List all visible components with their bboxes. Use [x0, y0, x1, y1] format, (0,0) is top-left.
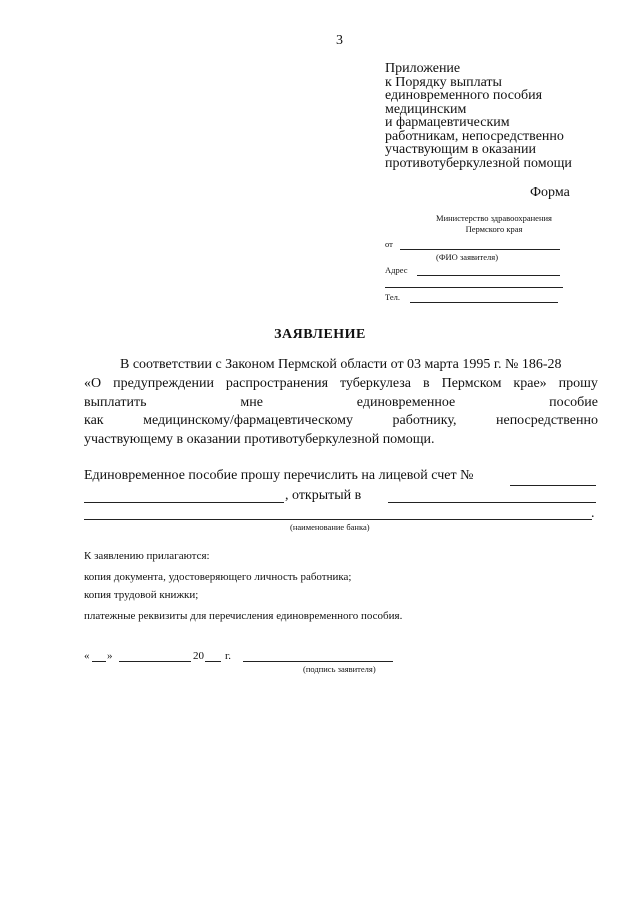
phone-label: Тел.	[385, 292, 401, 302]
account-number-field[interactable]	[510, 485, 596, 486]
applicant-name-field[interactable]	[400, 249, 560, 250]
page-number: 3	[336, 33, 343, 48]
address-field-line2[interactable]	[385, 287, 563, 288]
word: прошу	[558, 375, 598, 391]
appendix-block	[385, 62, 635, 170]
account-request-text: Единовременное пособие прошу перечислить на лицевой счет №	[84, 468, 474, 483]
signature-caption: (подпись заявителя)	[303, 664, 376, 674]
appendix-line: участвующим в оказании	[385, 142, 536, 157]
word: туберкулеза	[340, 375, 412, 391]
form-label: Форма	[530, 185, 570, 200]
date-month-field[interactable]	[119, 661, 191, 662]
appendix-line: единовременного пособия	[385, 88, 543, 103]
date-open-quote: «	[84, 650, 90, 662]
word: крае»	[513, 375, 547, 391]
word: пособие	[549, 394, 598, 410]
word: выплатить	[84, 394, 147, 410]
appendix-line: противотуберкулезной помощи	[385, 155, 572, 171]
attachments-intro: К заявлению прилагаются:	[84, 550, 210, 562]
attachment-item: копия документа, удостоверяющего личность работника;	[84, 571, 352, 583]
document-title: ЗАЯВЛЕНИЕ	[274, 327, 366, 342]
addressee-block	[420, 213, 568, 235]
date-year-prefix: 20	[193, 650, 204, 662]
bank-name-field[interactable]	[388, 502, 596, 503]
end-dot: .	[591, 506, 595, 521]
word: распространения	[225, 375, 329, 391]
word: работнику,	[392, 413, 457, 429]
statement-line: В соответствии с Законом Пермской области от 03 марта 1995 г. № 186-28	[120, 357, 562, 372]
fio-caption: (ФИО заявителя)	[436, 252, 499, 262]
attachment-item: копия трудовой книжки;	[84, 589, 199, 601]
word: медицинскому/фармацевтическому	[143, 413, 354, 429]
statement-paragraph	[84, 356, 598, 450]
ministry-name: Министерство здравоохранения	[436, 213, 552, 223]
word: предупреждении	[113, 375, 214, 391]
statement-line: участвующему в оказании противотуберкулезной помощи.	[84, 432, 435, 448]
statement-line	[84, 375, 598, 394]
word: непосредственно	[495, 413, 598, 429]
phone-field[interactable]	[410, 302, 558, 303]
bank-caption: (наименование банка)	[290, 522, 370, 532]
bank-name-field-line2[interactable]	[84, 519, 592, 520]
appendix-line: Приложение	[385, 61, 461, 76]
attachment-item: платежные реквизиты для перечисления единовременного пособия.	[84, 610, 403, 622]
statement-line	[84, 412, 598, 431]
date-day-field[interactable]	[92, 661, 106, 662]
date-year-suffix: г.	[225, 650, 232, 662]
appendix-line: медицинским	[385, 101, 467, 117]
word: как	[84, 413, 104, 429]
account-number-field-cont[interactable]	[84, 502, 284, 503]
word: единовременное	[356, 394, 456, 410]
ministry-region: Пермского края	[465, 224, 523, 234]
appendix-line: работникам, непосредственно	[385, 128, 564, 144]
word: «О	[84, 375, 102, 391]
address-field[interactable]	[417, 275, 560, 276]
appendix-line: к Порядку выплаты	[385, 74, 502, 90]
word: в	[422, 375, 430, 391]
word: мне	[240, 394, 263, 410]
word: Пермском	[441, 375, 502, 391]
opened-in-label: , открытый в	[285, 488, 362, 503]
date-year-field[interactable]	[205, 661, 221, 662]
appendix-line: и фармацевтическим	[385, 115, 510, 130]
from-label: от	[385, 239, 393, 249]
statement-line	[84, 394, 598, 413]
date-close-quote: »	[107, 650, 113, 662]
signature-field[interactable]	[243, 661, 393, 662]
address-label: Адрес	[385, 265, 408, 275]
